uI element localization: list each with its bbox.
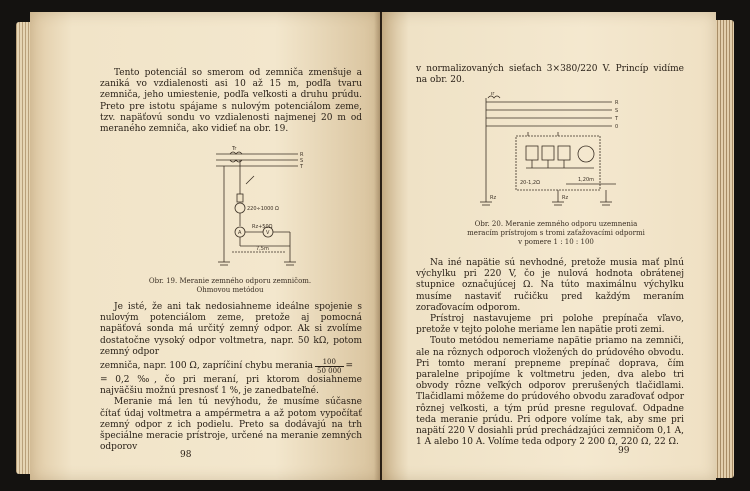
error-fraction: $\frac{100}{50 000}$ [317,358,342,376]
caption-19-line-1: Obr. 19. Meranie zemného odporu zemničom. [148,277,312,285]
fig20-label-r: R [615,100,619,106]
caption-19-line-2: Ohmovou metódou [196,286,264,294]
fig20-label-meter: 20-1,2Ω [520,180,540,186]
fig20-label-s: S [615,108,619,114]
right-page [382,12,716,480]
fig20-label-dist: 1,20m [578,177,595,183]
fig19-label-tr: Tr [232,146,237,152]
equation-line: zemniča, napr. 100 Ω, zapríčiní chybu merania $\frac{100}{50 000}$ = [100,358,354,376]
right-paragraph-4: Touto metódou nemeriame napätie priamo na zemniči, ale na rôznych odporoch vložených do prúdového obvodu. Pri tomto meraní prepneme prepínač doprava, čím paralelne pripojíme k voltmetru jeden, dva alebo tri obvody rôzne veľkých odporov prerušených tlačidlami. Tlačidlami môžeme do prúdového obvodu zaraďovať odpor rôznej veľkosti, a tým prúd presne regulovať. Odpadne teda meranie prúdu. Pri odpore volíme tak, aby sme pri napätí 220 V dosiahli prúd prechádzajúci zemničom 0,1 A, 1 A alebo 10 A. Volíme teda odpory 2 200 Ω, 220 Ω, 22 Ω. [416,336,684,448]
left-paragraph-4: Meranie má len tú nevýhodu, že musíme súčasne čítať údaj voltmetra a ampérmetra a až potom vypočítať zemný odpor z ich podielu. Preto sa dodávajú na trh špeciálne meracie prístroje, určené na meranie zemných odporov [100,397,362,453]
page-edges-right [714,20,734,478]
left-page [30,12,380,480]
right-paragraph-2: Na iné napätie sú nevhodné, pretože musia mať plnú výchylku pri 220 V, čo je nulová hodnota obrátenej stupnice označujúcej Ω. Na túto maximálnu výchylku musíme nastaviť ručičku pred každým meraním zoraďovacím odporom. [416,258,684,313]
fig20-label-tr: Tr [490,92,495,97]
right-paragraph-1: v normalizovaných sieťach 3×380/220 V. Princíp vidíme na obr. 20. [416,64,684,86]
page-number-left: 98 [180,450,192,460]
open-book [14,8,736,486]
figure-19-circuit [210,146,320,274]
right-body-text [416,258,684,448]
figure-20-caption [436,220,676,247]
left-paragraph-2: Je isté, že ani tak nedosiahneme ideálne spojenie s nulovým potenciálom zeme, pretože aj pomocná napäťová sonda má určitý zemný odpor. Ak si zvolíme dostatočne vysoký odpor voltmetra, napr. 50 kΩ, potom zemný odpor zemniča, napr. 100 Ω, zapríčiní chybu merania $\frac{100}{50 000}$ = = 0,2 ‰, čo pri meraní, pri ktorom dosiahneme najväčšiu možnú presnosť 1 %, je zanedbateľné. Meranie má len tú nevýhodu, že musíme súčasne čítať údaj voltmetra a ampérmetra a až potom vypočítať zemný odpor z ich podielu. Preto sa dodávajú na trh špeciálne meracie prístroje, určené na meranie zemných odporov [100,302,362,453]
caption-20-line-3: v pomere 1 : 10 : 100 [518,238,594,246]
page-number-right: 99 [618,446,630,456]
caption-20-line-2: meracím prístrojom s tromi zaťažovacími odpormi [467,229,645,237]
fig19-label-rz: Rz+50Ω [252,224,273,230]
fig19-label-v: V [266,230,270,236]
fig20-label-o: 0 [615,124,619,130]
fig20-label-re: Rz [562,195,569,201]
figure-20-circuit [466,92,646,216]
fig19-label-r: R [300,152,304,158]
figure-19-caption [130,277,330,295]
caption-20-line-1: Obr. 20. Meranie zemného odporu uzemnenia [474,220,638,228]
fig19-label-dist: 7,5m [256,246,269,252]
fig19-label-s: S [300,158,304,164]
fig19-label-res: 220÷1000 Ω [247,206,279,212]
left-paragraph-3: = 0,2 ‰, čo pri meraní, pri ktorom dosiahneme najväčšiu možnú presnosť 1 %, je zanedbateľné. [100,375,362,397]
left-paragraph-1: Tento potenciál so smerom od zemniča zmenšuje a zaniká vo vzdialenosti asi 10 až 15 m, podľa tvaru zemniča, jeho umiestenie, podľa veľkosti a druhu prúdu. Preto pre istotu spájame s nulovým potenciálom zeme, tzv. napäťovú sondu vo vzdialenosti najmenej 20 m od meraného zemniča, ako vidieť na obr. 19. [100,68,362,135]
fig19-label-t: T [300,164,304,170]
fig20-label-rz: Rz [490,195,497,201]
fig19-label-a: A [238,230,242,236]
fig20-label-t: T [615,116,619,122]
right-paragraph-3: Prístroj nastavujeme pri polohe prepínača vľavo, pretože v tejto polohe meriame len napätie proti zemi. [416,314,684,336]
